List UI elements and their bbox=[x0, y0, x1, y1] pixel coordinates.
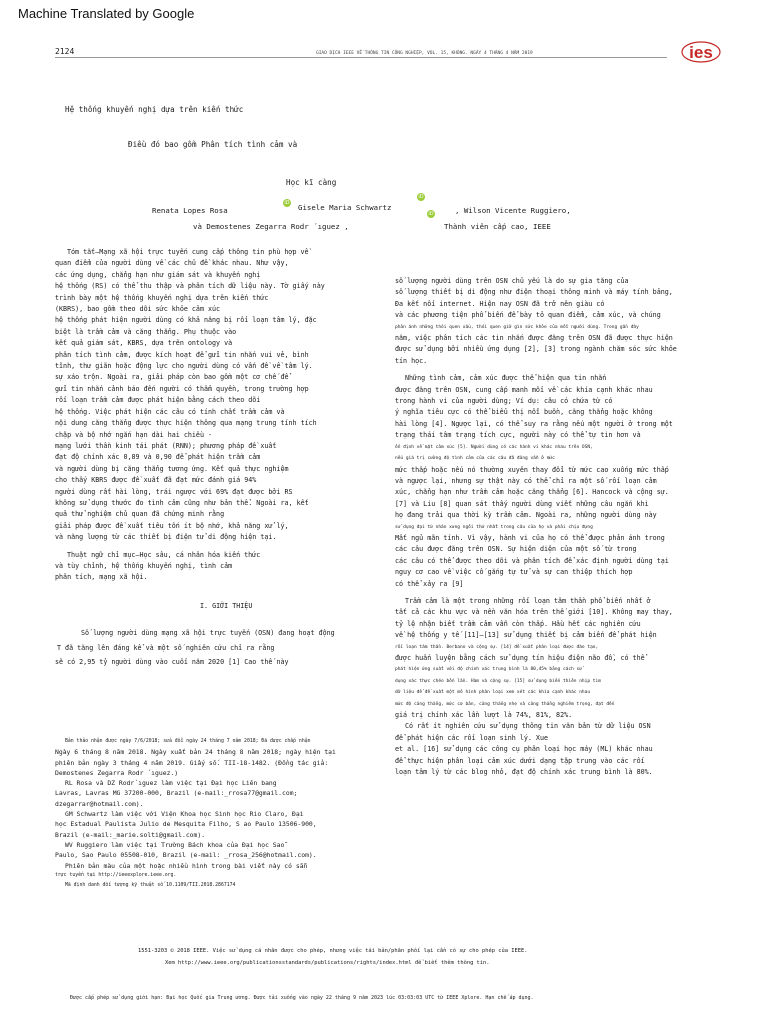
author-1: Renata Lopes Rosa bbox=[152, 206, 228, 215]
body-line: số lượng người dùng trên OSN chủ yếu là do sự gia tăng của bbox=[395, 277, 629, 285]
footnote-line: Bản thảo nhận được ngày 7/6/2018; sửa đổi ngày 24 tháng 7 năm 2018; Đã được chấp nhận bbox=[65, 739, 311, 744]
index-terms-line: phân tích, mạng xã hội. bbox=[55, 573, 148, 582]
body-line: trạng thái tâm trạng tích cực, người này có thể tự tin hơn và bbox=[395, 431, 641, 440]
orcid-icon: iD bbox=[284, 200, 290, 206]
abstract-line: quan điểm của người dùng về các chủ đề khác nhau. Như vậy, bbox=[55, 259, 289, 268]
body-line: số lượng thiết bị di động như điện thoại thông minh và máy tính bảng, bbox=[395, 288, 673, 297]
intro-line: sẽ có 2,95 tỷ người dùng vào cuối năm 2020 [1] Cao thế này bbox=[55, 658, 289, 666]
abstract-line: hệ thống. Việc phát hiện các câu có tính chất trầm cảm và bbox=[55, 407, 285, 416]
intro-line: T đã tăng lên đáng kể và một số nghiên cứu chỉ ra rằng bbox=[57, 643, 275, 652]
body-line: nguy cơ cao về việc cố gắng tự tử và sự can thiệp thích hợp bbox=[395, 568, 633, 577]
page-number: 2124 bbox=[55, 47, 75, 56]
abstract-line: giải pháp được đề xuất tiêu tốn ít bộ nhớ, khả năng xử lý, bbox=[55, 521, 289, 530]
orcid-icon: iD bbox=[418, 194, 424, 200]
footnote-line: Lavras, Lavras MG 37200-000, Brazil (e-mail:_rrosa77@gmail.com; bbox=[55, 789, 298, 798]
body-line: hài lòng [4]. Ngược lại, có thể suy ra rằng nếu một người ở trong một bbox=[395, 419, 673, 428]
abstract-line: không sử dụng thước đo tình cảm cũng như bản thể. Ngoài ra, kết bbox=[55, 498, 309, 507]
body-line: tất cả các khu vực và nền văn hóa trên thế giới [10]. Không may thay, bbox=[395, 608, 673, 617]
abstract-line: Tóm tắt—Mạng xã hội trực tuyến cung cấp thông tin phù hợp về bbox=[67, 248, 309, 256]
section-heading: I. GIỚI THIỆU bbox=[200, 601, 253, 610]
body-line: để thực hiện phân loại cảm xúc dưới dạng tập trung vào các rối bbox=[395, 756, 645, 765]
abstract-line: rối loạn trầm cảm được phát hiện bằng cách theo dõi bbox=[55, 396, 261, 405]
body-line: phát hiện ứng suất với độ chính xác trung bình là 80,45% bằng cách sử bbox=[395, 667, 582, 673]
abstract-line: trình bày một hệ thống khuyến nghị dựa trên kiến thức bbox=[55, 293, 269, 302]
footnote-line: phiên bản ngày 3 tháng 4 năm 2019. Giấy số. TII-18-1482. (Đồng tác giả: bbox=[55, 758, 329, 767]
ies-logo bbox=[680, 38, 722, 66]
abstract-line: đạt độ chính xác 0,89 và 0,90 để phát hiện trầm cảm bbox=[55, 453, 261, 462]
author-2: Gisele Maria Schwartz bbox=[298, 203, 392, 212]
body-line: ổn định về mặt cảm xúc [5]. Người dùng có các hành vi khác nhau trên OSN, bbox=[395, 444, 593, 450]
title-line-2: Điều đó bao gồm Phân tích tình cảm và bbox=[128, 140, 298, 149]
body-line: tín học. bbox=[395, 356, 428, 365]
body-line: về hệ thống y tế [11]–[13] sử dụng thiết bị cảm biến để phát hiện bbox=[395, 631, 657, 640]
body-line: Có rất ít nghiên cứu sử dụng thông tin văn bản từ dữ liệu OSN bbox=[405, 722, 651, 731]
abstract-line: nội dung căng thẳng được thực hiện thông qua mạng trung tính tích bbox=[55, 419, 317, 428]
body-line: Những tình cảm, cảm xúc được thể hiện qua tin nhắn bbox=[405, 374, 607, 383]
header-rule bbox=[55, 57, 667, 58]
footnote-line: Demostenes Zegarra Rodr ´ıguez.) bbox=[55, 768, 179, 777]
footnote-line: trực tuyến tại http://ieeexplore.ieee.org. bbox=[55, 872, 177, 878]
title-line-1: Hệ thống khuyến nghị dựa trên kiến thức bbox=[65, 105, 244, 114]
footnote-line: RL Rosa và DZ Rodr´ıguez làm việc tại Đại học Liên bang bbox=[65, 779, 277, 788]
abstract-line: và năng lượng từ các thiết bị điện tử di động hiện tại. bbox=[55, 533, 277, 542]
body-line: được sử dụng bởi nhiều ứng dụng [2], [3] trong ngành chăm sóc sức khỏe bbox=[395, 345, 677, 354]
body-line: mức thấp hoặc nếu nó thường xuyên thay đổi từ mức cao xuống mức thấp bbox=[395, 465, 669, 474]
body-line: loạn tâm lý từ các blog nhỏ, đạt độ chính xác trung bình là 80%. bbox=[395, 768, 653, 777]
copyright-line-2: Xem http://www.ieee.org/publicationsstandards/publications/rights/index.html để biết thêm thông tin. bbox=[165, 960, 490, 966]
intro-line: Số lượng người dùng mạng xã hội trực tuyến (OSN) đang hoạt động bbox=[81, 629, 335, 638]
abstract-line: gửi tin nhắn cảnh báo đến người có thẩm quyền, trong trường hợp bbox=[55, 384, 309, 393]
footnote-line: Phiên bản màu của một hoặc nhiều hình trong bài viết này có sẵn bbox=[65, 861, 308, 870]
abstract-line: cho thấy KBRS được đề xuất đã đạt mức đánh giá 94% bbox=[55, 476, 257, 485]
body-line: có thể xảy ra [9] bbox=[395, 579, 464, 588]
footnotes bbox=[55, 737, 336, 891]
index-terms-line: và tùy chỉnh, hệ thống khuyến nghị, tình cảm bbox=[55, 561, 233, 570]
abstract-line: chập và bộ nhớ ngắn hạn dài hai chiều - bbox=[55, 430, 213, 439]
body-line: dụng xác thực chéo bốn lần. Hàm và cộng sự. [15] sử dụng biến thiên nhịp tim bbox=[395, 678, 601, 684]
running-head: GIAO DỊCH IEEE VỀ THÔNG TIN CÔNG NGHIỆP, VOL. 15, KHÔNG. NGÀY 4 THÁNG 4 NĂM 2019 bbox=[316, 51, 533, 56]
abstract-line: phân tích tình cảm, được kích hoạt để gửi tin nhắn vui vẻ, bình bbox=[55, 350, 309, 359]
body-line: và các phương tiện phổ biến để bày tỏ quan điểm, cảm xúc, và chúng bbox=[395, 311, 661, 320]
body-line: [7] và Liu [8] quan sát thấy người dùng viết những câu ngắn khi bbox=[395, 499, 649, 508]
body-line: xúc, chẳng hạn như trầm cảm hoặc căng thẳng [6]. Hancock và cộng sự. bbox=[395, 488, 669, 497]
footnote-line: học Estadual Paulista Julio de Mesquita Filho, S ao Paulo 13506-900, bbox=[55, 820, 317, 829]
footnote-line: Mã định danh đối tượng kỹ thuật số 10.1109/TII.2018.2867174 bbox=[65, 883, 236, 889]
footnote-line: Brazil (e-mail:_marie.solti@gmail.com). bbox=[55, 830, 206, 839]
body-line: sử dụng đại từ nhân xưng ngôi thứ nhất trong câu của họ và phải chịu đựng bbox=[395, 524, 593, 530]
right-column bbox=[395, 276, 677, 778]
body-line: năm, việc phân tích các tin nhắn được đăng trên OSN đã được thực hiện bbox=[395, 334, 673, 343]
author-5: Thành viên cấp cao, IEEE bbox=[444, 222, 551, 231]
footnote-line: dzegarrar@hotmail.com). bbox=[55, 799, 144, 808]
footnote-line: GM Schwartz làm việc với Viện Khoa học Sinh học Rio Claro, Đại bbox=[65, 810, 304, 819]
body-line: các câu có thể được theo dõi và phân tích để xác định người dùng tại bbox=[395, 556, 669, 565]
abstract-line: tĩnh, thư giãn hoặc động lực cho người dùng có vấn đề về tâm lý. bbox=[55, 362, 313, 371]
body-line: được đăng trên OSN, cung cấp manh mối về các khía cạnh khác nhau bbox=[395, 385, 653, 394]
abstract-line: hệ thống (RS) có thể thu thập và phân tích dữ liệu này. Tờ giấy này bbox=[55, 282, 325, 291]
logo-text: ies bbox=[689, 43, 713, 62]
body-line: phản ánh những thói quen xấu, thói quen giữ gìn sức khỏe của mỗi người dùng. Trong gần đây bbox=[395, 324, 639, 330]
body-line: mức độ căng thẳng, mức cơ bản, căng thẳng nhẹ và căng thẳng nghiêm trọng, đạt đến bbox=[395, 701, 615, 707]
abstract-line: các ứng dụng, chẳng hạn như giám sát và khuyến nghị bbox=[55, 270, 261, 279]
footnote-line: Ngày 6 tháng 8 năm 2018. Ngày xuất bản 24 tháng 8 năm 2018; ngày hiện tại bbox=[55, 748, 336, 757]
footnote-line: WV Ruggiero làm việc tại Trường Bách khoa của Đại học Sao˜ bbox=[65, 840, 289, 849]
body-line: Đa kết nối internet. Hiện nay OSN đã trở nên giàu có bbox=[395, 299, 605, 308]
left-column bbox=[55, 247, 335, 668]
author-3: , Wilson Vicente Ruggiero, bbox=[455, 206, 571, 215]
body-line: được huấn luyện bằng cách sử dụng tín hiệu điện não đồ, có thể bbox=[395, 654, 645, 662]
body-line: et al. [16] sử dụng các công cụ phân loại học máy (ML) khác nhau bbox=[395, 745, 653, 754]
abstract-line: người dùng rất hài lòng, trái ngược với 69% đạt được bởi RS bbox=[55, 487, 293, 496]
body-line: giá trị chính xác lần lượt là 74%, 81%, 82%. bbox=[395, 711, 573, 720]
abstract-line: và người dùng bị căng thẳng tương ứng. Kết quả thực nghiệm bbox=[55, 464, 289, 473]
machine-translated-banner: Machine Translated by Google bbox=[18, 6, 195, 21]
abstract-line: quả thử nghiệm chủ quan đã chứng minh rằng bbox=[55, 510, 225, 519]
abstract-line: kết quả giám sát, KBRS, dựa trên ontology và bbox=[55, 339, 233, 348]
body-line: tỷ lệ nhận biết trầm cảm vẫn còn thấp. Hầu hết các nghiên cứu bbox=[395, 619, 641, 628]
body-line: Trầm cảm là một trong những rối loạn tâm thần phổ biến nhất ở bbox=[405, 596, 651, 605]
body-line: các câu được đăng trên OSN. Sự hiện diện của một số từ trong bbox=[395, 545, 637, 554]
body-line: Mất ngủ mãn tính. Vì vậy, hành vi của họ có thể được phản ánh trong bbox=[395, 533, 665, 542]
body-line: trong hành vi của người dùng; Ví dụ: câu có chứa từ có bbox=[395, 397, 613, 406]
body-line: rối loạn tâm thần. Berbano và cộng sự. [14] đề xuất phân loại được đào tạo, bbox=[395, 644, 599, 650]
body-line: để phát hiện các rối loạn sinh lý. Xue bbox=[395, 733, 548, 742]
author-4: và Demostenes Zegarra Rodr ´ıguez , bbox=[193, 222, 349, 231]
abstract-line: biệt là trầm cảm và căng thẳng. Phụ thuộc vào bbox=[55, 327, 237, 336]
abstract-line: sự xáo trộn. Ngoài ra, giải pháp còn bao gồm một cơ chế để bbox=[55, 373, 289, 382]
download-notice: Được cấp phép sử dụng giới hạn: Đại học Quốc gia Trung ương. Được tải xuống vào ngày 22 tháng 9 năm 2023 lúc 03:03:03 UTC từ IEEE Xplore. Hạn chế áp dụng. bbox=[70, 995, 534, 1001]
body-line: ý nghĩa tiêu cực có thể biểu thị nỗi buồn, căng thẳng hoặc không bbox=[395, 408, 653, 417]
body-line: nếu giá trị cường độ tình cảm của các câu đã đăng vẫn ở mức bbox=[395, 456, 555, 462]
body-line: và ngược lại, nhưng sự thật này có thể chỉ ra một số rối loạn cảm bbox=[395, 476, 657, 485]
copyright-line-1: 1551-3203 © 2018 IEEE. Việc sử dụng cá nhân được cho phép, nhưng việc tái bản/phân phối lại cần có sự cho phép của IEEE. bbox=[138, 948, 528, 954]
body-line: họ đang trải qua thời kỳ trầm cảm. Ngoài ra, những người dùng này bbox=[395, 511, 657, 520]
title-line-3: Học kĩ càng bbox=[286, 178, 337, 187]
abstract-line: mạng lưới thần kinh tái phát (RNN); phương pháp đề xuất bbox=[55, 441, 277, 450]
abstract-line: (KBRS), bao gồm theo dõi sức khỏe cảm xúc bbox=[55, 305, 221, 314]
body-line: dữ liệu để đề xuất một mô hình phân loại xem xét các khía cạnh khác nhau bbox=[395, 690, 591, 696]
orcid-icon: iD bbox=[428, 211, 434, 217]
index-terms-line: Thuật ngữ chỉ mục—Học sâu, cá nhân hóa kiến thức bbox=[67, 550, 261, 559]
footnote-line: Paulo, Sao Paulo 05508-010, Brazil (e-mail: _rrosa_256@hotmail.com). bbox=[55, 851, 317, 860]
abstract-line: hệ thống phát hiện người dùng có khả năng bị rối loạn tâm lý, đặc bbox=[55, 316, 317, 325]
